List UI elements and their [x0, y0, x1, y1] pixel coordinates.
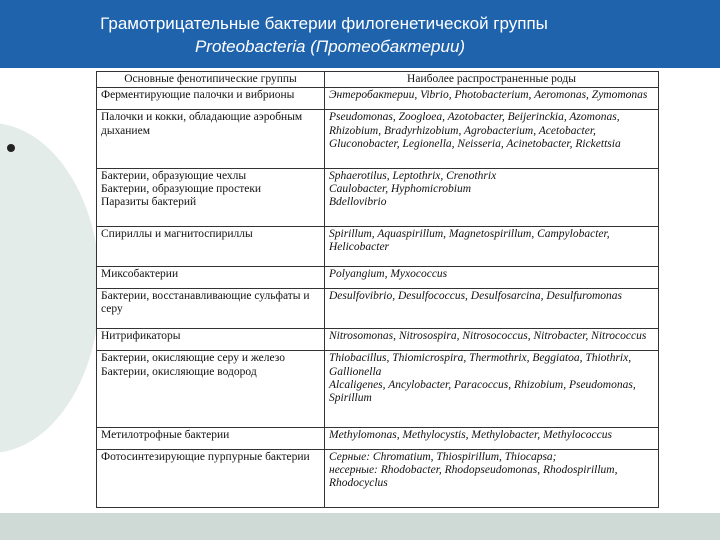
decorative-circle — [0, 123, 96, 453]
group-cell — [97, 168, 325, 226]
table-row — [97, 110, 659, 168]
group-text: Ферментирующие палочки и вибрионы — [101, 89, 295, 102]
genera-cell — [325, 88, 659, 110]
slide-title-line2: Proteobacteria (Протеобактерии) — [194, 37, 466, 56]
table-row — [97, 266, 659, 288]
group-text: Нитрификаторы — [101, 330, 181, 343]
table-row — [97, 289, 659, 329]
genera-text: Nitrosomonas, Nitrosospira, Nitrosococcus, Nitrobacter, Nitrococcus — [329, 330, 647, 343]
genera-text: Bdellovibrio — [329, 195, 387, 208]
genera-text: Thiobacillus, Thiomicrospira, Thermothrix, Beggiatoa, Thiothrix, Gallionella — [329, 352, 632, 378]
bacteria-table — [96, 71, 659, 508]
genera-text: Энтеробактерии, Vibrio, Photobacterium, Aeromonas, Zymomonas — [329, 89, 648, 102]
group-text: Паразиты бактерий — [101, 195, 197, 208]
left-decoration — [0, 68, 96, 513]
group-text: Палочки и кокки, обладающие аэробным дыханием — [101, 111, 303, 137]
group-text: Фотосинтезирующие пурпурные бактерии — [101, 450, 310, 463]
genera-cell — [325, 289, 659, 329]
genera-cell — [325, 351, 659, 427]
group-cell — [97, 266, 325, 288]
table-row — [97, 351, 659, 427]
group-text: Бактерии, образующие простеки — [101, 182, 262, 195]
genera-text: Caulobacter, Hyphomicrobium — [329, 182, 472, 195]
group-cell — [97, 329, 325, 351]
table-row — [97, 168, 659, 226]
group-text: Бактерии, восстанавливающие сульфаты и серу — [101, 290, 310, 316]
group-cell — [97, 226, 325, 266]
group-text: Метилотрофные бактерии — [101, 428, 230, 441]
title-banner — [0, 0, 720, 68]
genera-text: несерные: Rhodobacter, Rhodopseudomonas, Rhodospirillum, Rhodocyclus — [329, 463, 618, 490]
genera-cell — [325, 226, 659, 266]
genera-text: Spirillum, Aquaspirillum, Magnetospirillum, Campylobacter, Helicobacter — [329, 227, 610, 253]
genera-text: Pseudomonas, Zoogloea, Azotobacter, Beijerinckia, Azomonas, Rhizobium, Bradyrhizobium, Agrobacterium, Acetobacter, Gluconobacter, Legionella, Neisseria, Acinetobacter, Rickettsia — [329, 111, 621, 150]
genera-text: Polyangium, Myxococcus — [329, 267, 448, 280]
genera-cell — [325, 427, 659, 449]
group-cell — [97, 88, 325, 110]
table-row — [97, 427, 659, 449]
footer-bar — [0, 513, 720, 540]
table-row — [97, 88, 659, 110]
genera-text: Sphaerotilus, Leptothrix, Crenothrix — [329, 169, 497, 182]
slide-title-line1: Грамотрицательные бактерии филогенетической группы — [100, 14, 548, 33]
group-cell — [97, 289, 325, 329]
genera-text: Methylomonas, Methylocystis, Methylobacter, Methylococcus — [329, 428, 612, 441]
table-row — [97, 329, 659, 351]
genera-text: Серные: Chromatium, Thiospirillum, Thiocapsa; — [329, 450, 557, 463]
group-text: Миксобактерии — [101, 267, 179, 280]
group-text: Спириллы и магнитоспириллы — [101, 227, 253, 240]
genera-text: Alcaligenes, Ancylobacter, Paracoccus, Rhizobium, Pseudomonas, Spirillum — [329, 378, 636, 404]
bullet-icon — [7, 144, 15, 152]
genera-cell — [325, 168, 659, 226]
genera-cell — [325, 110, 659, 168]
group-text: Бактерии, образующие чехлы — [101, 169, 247, 182]
group-cell — [97, 427, 325, 449]
table-row — [97, 449, 659, 507]
genera-text: Desulfovibrio, Desulfococcus, Desulfosarcina, Desulfuromonas — [329, 290, 623, 303]
group-text: Бактерии, окисляющие серу и железо — [101, 352, 285, 365]
group-cell — [97, 351, 325, 427]
genera-cell — [325, 266, 659, 288]
genera-cell — [325, 329, 659, 351]
column-header-groups: Основные фенотипические группы — [97, 72, 325, 88]
table-header-row — [97, 72, 659, 88]
bacteria-table-container — [96, 71, 658, 508]
group-cell — [97, 449, 325, 507]
genera-cell — [325, 449, 659, 507]
table-row — [97, 226, 659, 266]
group-text: Бактерии, окисляющие водород — [101, 365, 257, 378]
group-cell — [97, 110, 325, 168]
column-header-genera: Наиболее распространенные роды — [325, 72, 659, 88]
